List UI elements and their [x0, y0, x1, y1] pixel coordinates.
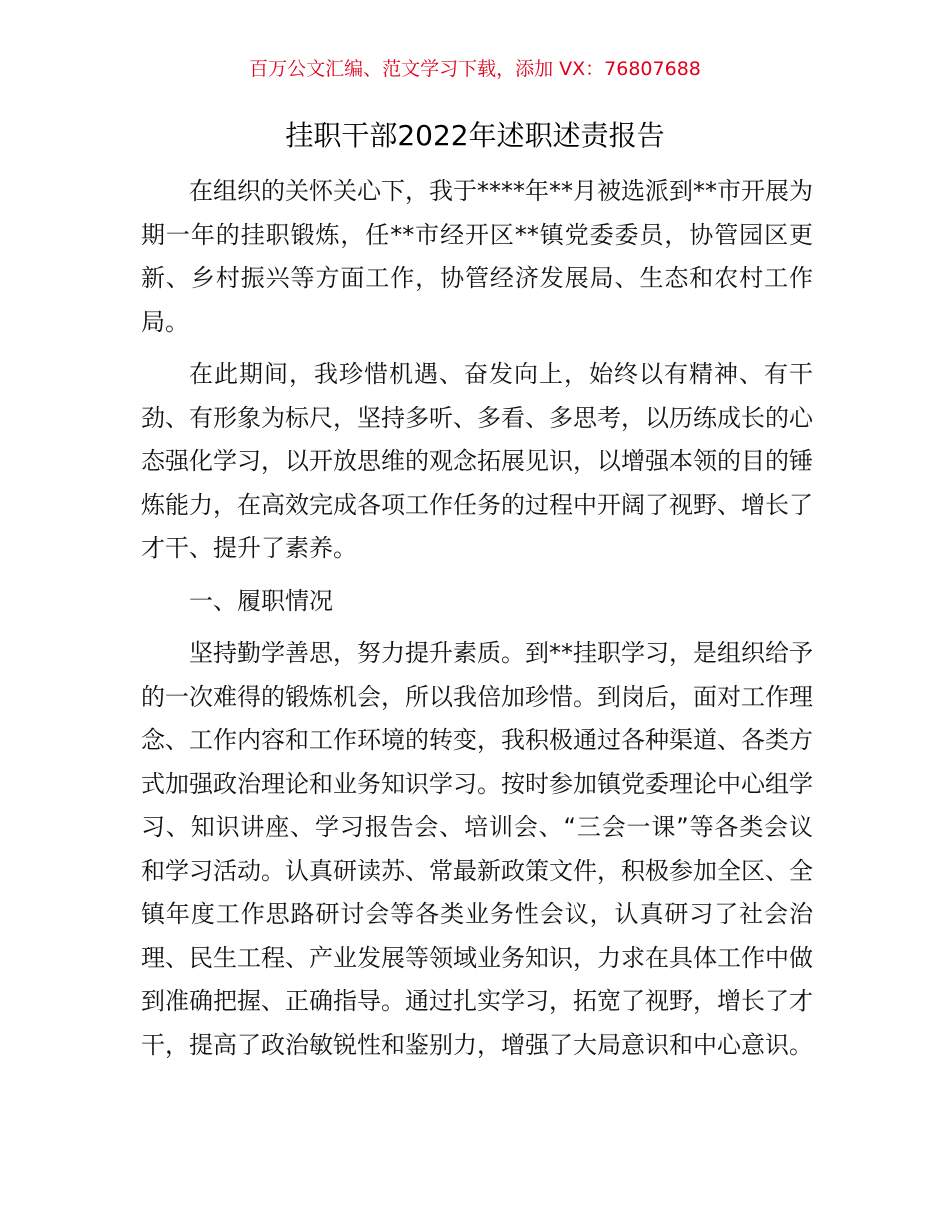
paragraph-intro: 在组织的关怀关心下，我于****年**月被选派到**市开展为期一年的挂职锻炼，任**市经开区**镇党委委员，协管园区更新、乡村振兴等方面工作，协管经济发展局、生态和农村工作局。	[141, 177, 813, 336]
section-heading: 一、履职情况	[189, 586, 333, 615]
document-body	[141, 170, 813, 1076]
paragraph-period: 在此期间，我珍惜机遇、奋发向上，始终以有精神、有干劲、有形象为标尺，坚持多听、多看、多思考，以历练成长的心态强化学习，以开放思维的观念拓展见识，以增强本领的目的锤炼能力，在高效完成各项工作任务的过程中开阔了视野、增长了才干、提升了素养。	[141, 360, 813, 562]
paragraph-study: 坚持勤学善思，努力提升素质。到**挂职学习，是组织给予的一次难得的锻炼机会，所以我倍加珍惜。到岗后，面对工作理念、工作内容和工作环境的转变，我积极通过各种渠道、各类方式加强政治理论和业务知识学习。按时参加镇党委理论中心组学习、知识讲座、学习报告会、培训会、“三会一课”等各类会议和学习活动。认真研读苏、常最新政策文件，积极参加全区、全镇年度工作思路研讨会等各类业务性会议，认真研习了社会治理、民生工程、产业发展等领域业务知识，力求在具体工作中做到准确把握、正确指导。通过扎实学习，拓宽了视野，增长了才干，提高了政治敏锐性和鉴别力，增强了大局意识和中心意识。	[141, 639, 813, 1059]
document-title: 挂职干部2022年述职述责报告	[285, 119, 665, 152]
header-banner: 百万公文汇编、范文学习下载，添加 VX：76807688	[249, 58, 701, 80]
